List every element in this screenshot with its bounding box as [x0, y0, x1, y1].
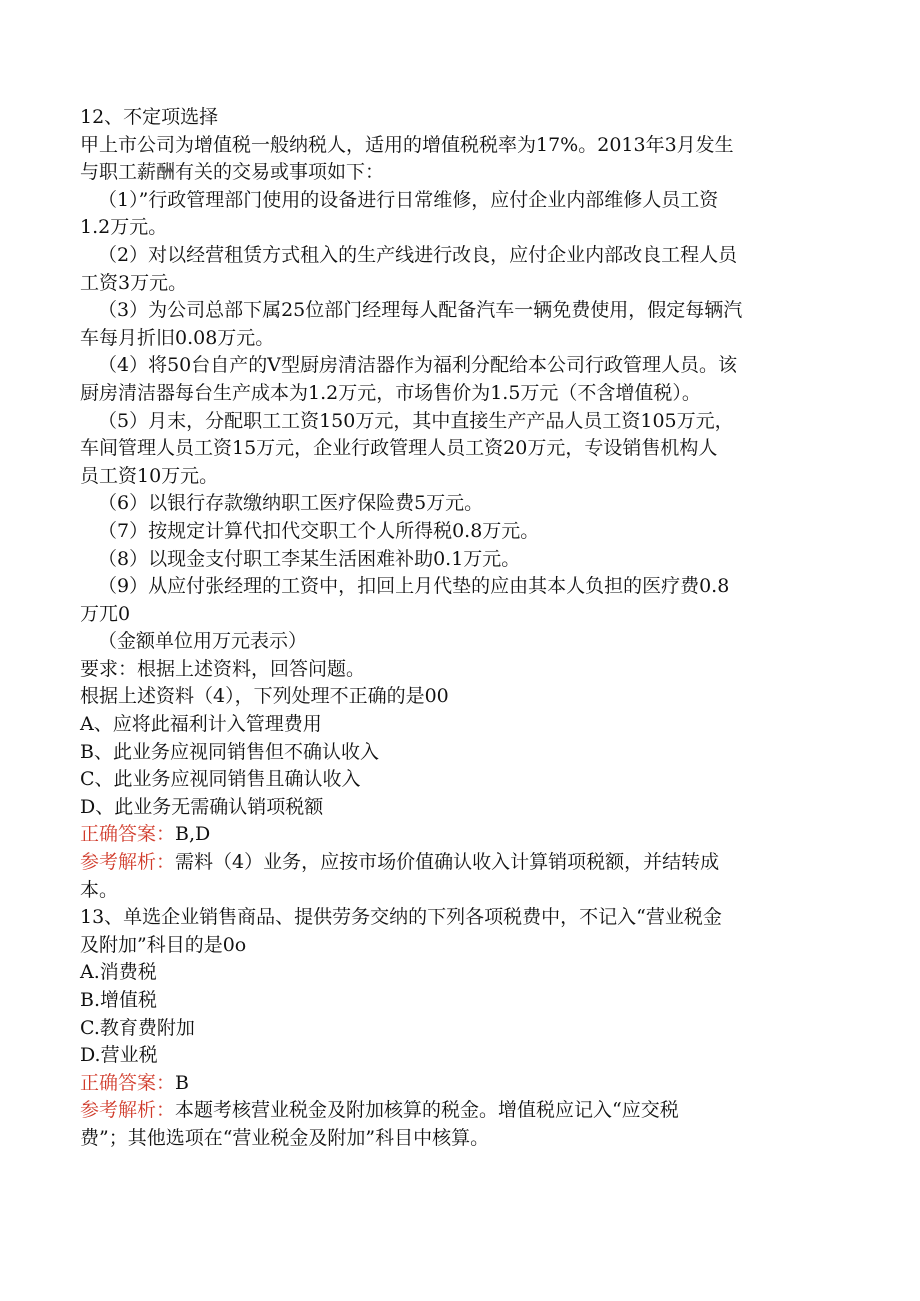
q12-item-6: （6）以银行存款缴纳职工医疗保险费5万元。	[98, 492, 484, 515]
q12-question: 根据上述资料（4），下列处理不正确的是00	[80, 685, 449, 708]
q13-option-a: A.消费税	[80, 961, 157, 984]
q13-answer	[80, 1070, 840, 1098]
q12-answer	[80, 821, 840, 849]
q13-analysis-cont: 费”；其他选项在“营业税金及附加”科目中核算。	[80, 1126, 490, 1149]
q12-item-8: （8）以现金支付职工李某生活困难补助0.1万元。	[98, 547, 521, 570]
q12-item-2-cont: 工资3万元。	[80, 271, 188, 294]
analysis-label: 参考解析：	[80, 851, 176, 874]
q12-item-5: （5）月末，分配职工工资150万元，其中直接生产产品人员工资105万元，	[98, 409, 734, 432]
analysis-text: 需料（4）业务，应按市场价值确认收入计算销项税额，并结转成	[175, 851, 720, 874]
q12-item-5-cont: 车间管理人员工资15万元，企业行政管理人员工资20万元，专设销售机构人	[80, 437, 718, 460]
document-page	[80, 104, 840, 1153]
q12-item-1-cont: 1.2万元。	[80, 216, 168, 239]
answer-value: B,D	[175, 823, 211, 846]
q12-title: 12、不定项选择	[80, 106, 219, 128]
q12-option-c: C、此业务应视同销售且确认收入	[80, 768, 361, 791]
q12-option-b: B、此业务应视同销售但不确认收入	[80, 740, 379, 763]
q12-item-9-cont: 万兀0	[80, 602, 131, 625]
q13-option-d: D.营业税	[80, 1044, 158, 1067]
q12-requirement: 要求：根据上述资料，回答问题。	[80, 657, 366, 680]
q13-option-b: B.增值税	[80, 989, 158, 1011]
q13-title-cont: 及附加”科目的是0o	[80, 933, 247, 956]
q12-analysis	[80, 849, 840, 877]
q12-item-2: （2）对以经营租赁方式租入的生产线进行改良，应付企业内部改良工程人员	[98, 243, 738, 266]
q12-stem-line: 甲上市公司为增值税一般纳税人，适用的增值税税率为17%。2013年3月发生	[80, 133, 734, 156]
q13-analysis	[80, 1097, 840, 1125]
q13-option-c: C.教育费附加	[80, 1016, 195, 1039]
answer-value: B	[175, 1071, 189, 1094]
q12-item-7: （7）按规定计算代扣代交职工个人所得税0.8万元。	[98, 519, 540, 542]
analysis-label: 参考解析：	[80, 1099, 176, 1122]
answer-label: 正确答案：	[80, 1071, 176, 1094]
q12-option-d: D、此业务无需确认销项税额	[80, 795, 324, 818]
q13-title: 13、单选企业销售商品、提供劳务交纳的下列各项税费中，不记入“营业税金	[80, 906, 722, 929]
q12-item-5-cont: 员工资10万元。	[80, 464, 219, 487]
q12-item-4: （4）将50台自产的V型厨房清洁器作为福利分配给本公司行政管理人员。该	[98, 354, 737, 377]
q12-item-1: （1）”行政管理部门使用的设备进行日常维修，应付企业内部维修人员工资	[98, 188, 719, 211]
q12-analysis-cont: 本。	[80, 878, 119, 901]
q12-item-3: （3）为公司总部下属25位部门经理每人配备汽车一辆免费使用，假定每辆汽	[98, 299, 743, 322]
analysis-text: 本题考核营业税金及附加核算的税金。增值税应记入“应交税	[175, 1099, 679, 1122]
q12-item-4-cont: 厨房清洁器每台生产成本为1.2万元，市场售价为1.5万元（不含增值税）。	[80, 381, 701, 404]
q12-item-9: （9）从应付张经理的工资中，扣回上月代垫的应由其本人负担的医疗费0.8	[98, 575, 730, 598]
answer-label: 正确答案：	[80, 823, 176, 846]
q12-stem-line: 与职工薪酬有关的交易或事项如下：	[80, 161, 385, 184]
q12-item-3-cont: 车每月折旧0.08万元。	[80, 326, 275, 349]
q12-unit-note: （金额单位用万元表示）	[98, 630, 308, 653]
q12-option-a: A、应将此福利计入管理费用	[80, 713, 322, 736]
